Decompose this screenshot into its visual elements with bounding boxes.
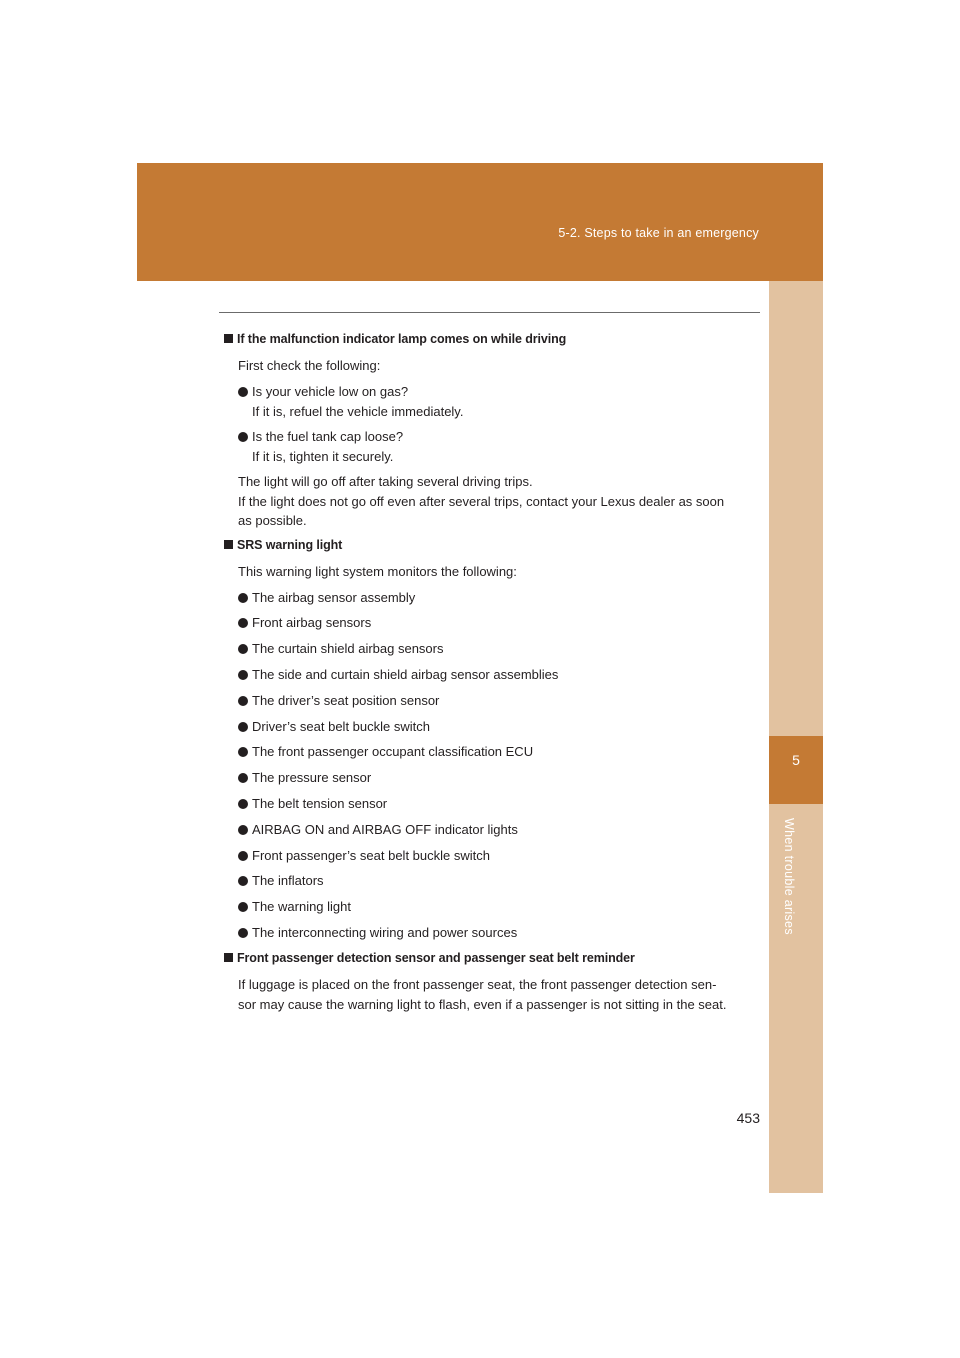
page-number: 453 [736, 1110, 760, 1126]
bullet-icon [238, 747, 248, 757]
list-item: The front passenger occupant classification ECU [238, 742, 774, 762]
bullet-icon [238, 825, 248, 835]
square-bullet-icon [224, 540, 233, 549]
bullet-icon [238, 799, 248, 809]
list-item: Is the fuel tank cap loose? If it is, tighten it securely. [238, 427, 774, 466]
bullet-icon [238, 644, 248, 654]
list-item: The interconnecting wiring and power sources [238, 923, 774, 943]
list-item: AIRBAG ON and AIRBAG OFF indicator lights [238, 820, 774, 840]
list-item: The curtain shield airbag sensors [238, 639, 774, 659]
chapter-number: 5 [792, 752, 800, 768]
list-item: The inflators [238, 871, 774, 891]
bullet-icon [238, 928, 248, 938]
section-header-bar [137, 163, 823, 281]
list-item: The driver’s seat position sensor [238, 691, 774, 711]
bullet-icon [238, 618, 248, 628]
square-bullet-icon [224, 334, 233, 343]
passenger-paragraph: If luggage is placed on the front passenger seat, the front passenger detection sen- sor may cause the warning light to flash, even if a passenger is not sitting in the seat. [238, 977, 727, 1012]
bullet-icon [238, 876, 248, 886]
list-item: The pressure sensor [238, 768, 774, 788]
srs-heading: SRS warning light [224, 536, 760, 556]
list-item: The airbag sensor assembly [238, 588, 774, 608]
square-bullet-icon [224, 953, 233, 962]
section-title: 5-2. Steps to take in an emergency [558, 226, 759, 240]
list-item: Front passenger’s seat belt buckle switch [238, 846, 774, 866]
bullet-icon [238, 773, 248, 783]
bullet-icon [238, 432, 248, 442]
bullet-icon [238, 387, 248, 397]
list-item: The side and curtain shield airbag sensor assemblies [238, 665, 774, 685]
bullet-icon [238, 670, 248, 680]
passenger-heading: Front passenger detection sensor and passenger seat belt reminder [224, 949, 760, 969]
srs-intro: This warning light system monitors the following: [238, 564, 517, 579]
malfunction-intro: First check the following: [238, 358, 381, 373]
chapter-title: When trouble arises [782, 818, 796, 935]
malfunction-note: The light will go off after taking several driving trips. If the light does not go off even after several trips, contact your Lexus dealer as soon as possible. [238, 474, 725, 528]
list-item: Front airbag sensors [238, 613, 774, 633]
chapter-number-box [769, 736, 823, 804]
bullet-icon [238, 696, 248, 706]
bullet-icon [238, 593, 248, 603]
list-item: Is your vehicle low on gas? If it is, refuel the vehicle immediately. [238, 382, 774, 421]
list-item: The belt tension sensor [238, 794, 774, 814]
bullet-icon [238, 722, 248, 732]
malfunction-heading: If the malfunction indicator lamp comes on while driving [224, 330, 760, 350]
bullet-icon [238, 851, 248, 861]
divider-rule [219, 312, 760, 313]
list-item: Driver’s seat belt buckle switch [238, 717, 774, 737]
list-item: The warning light [238, 897, 774, 917]
bullet-icon [238, 902, 248, 912]
